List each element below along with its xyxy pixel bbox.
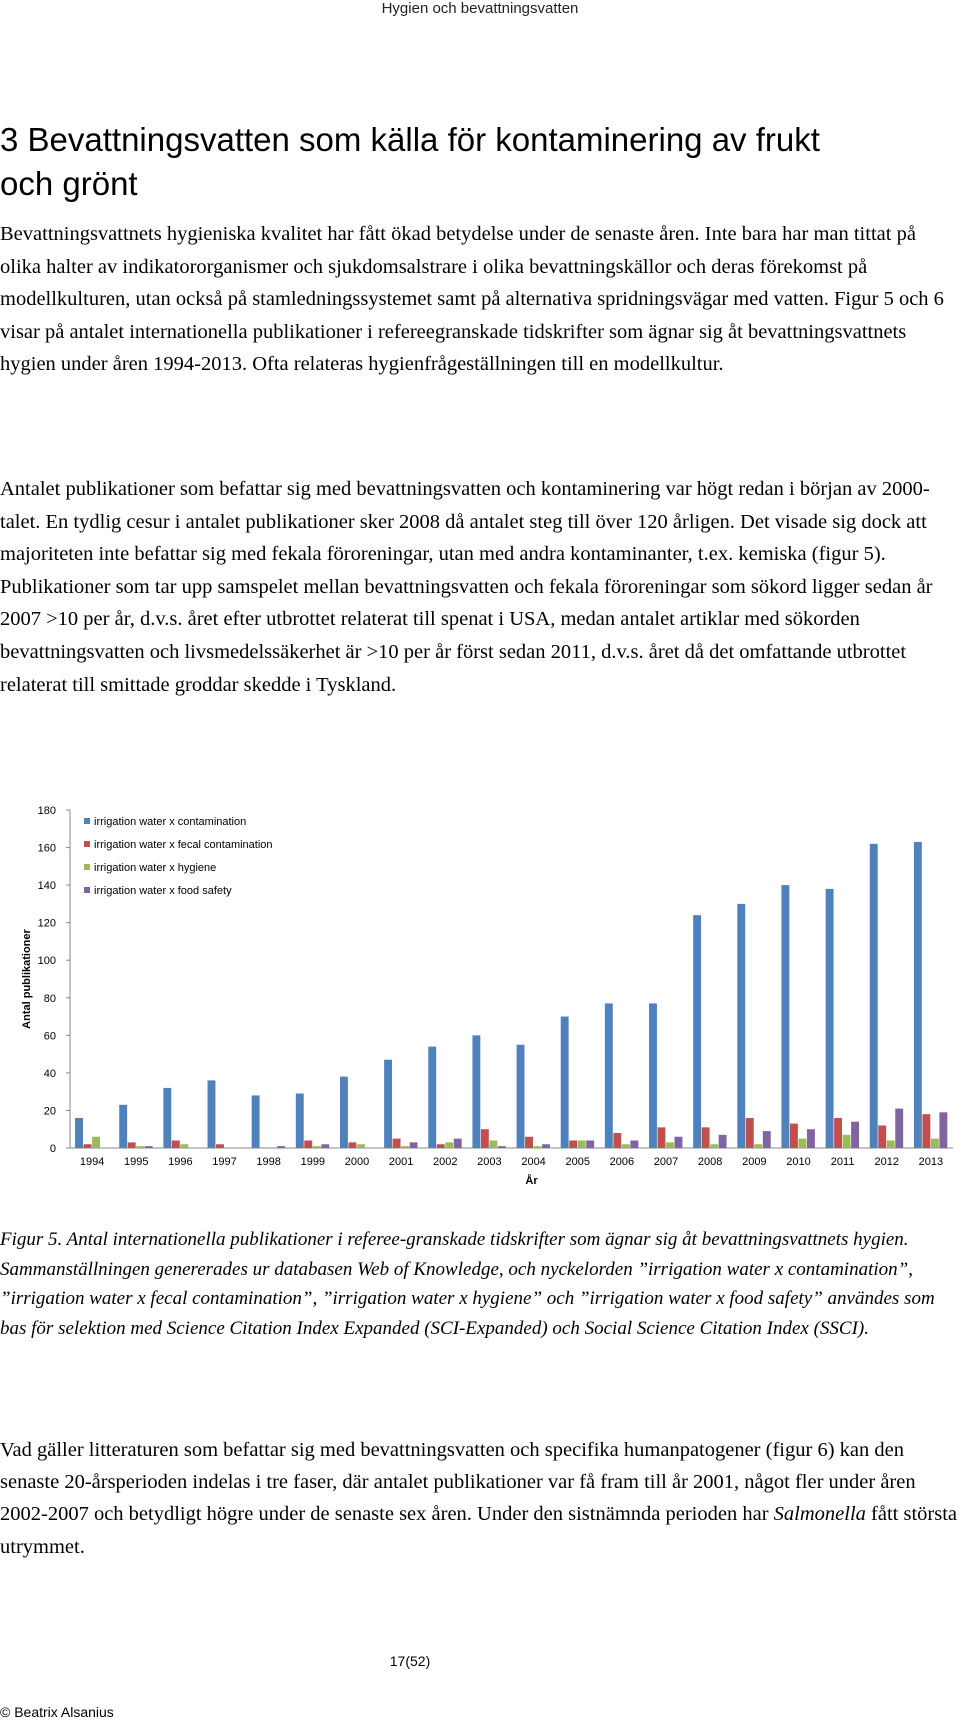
y-tick-label: 160 bbox=[37, 842, 56, 855]
bar bbox=[340, 1077, 348, 1148]
bar bbox=[834, 1118, 842, 1148]
bar bbox=[277, 1146, 285, 1148]
bar bbox=[710, 1144, 718, 1148]
legend-swatch bbox=[84, 818, 90, 824]
y-tick-label: 180 bbox=[37, 805, 56, 817]
bar bbox=[693, 915, 701, 1148]
legend-label: irrigation water x contamination bbox=[94, 816, 247, 828]
bar bbox=[798, 1139, 806, 1148]
bar bbox=[163, 1088, 171, 1148]
bar bbox=[887, 1140, 895, 1148]
bar bbox=[454, 1139, 462, 1148]
bar bbox=[128, 1142, 136, 1148]
bar bbox=[445, 1142, 453, 1148]
running-header: Hygien och bevattningsvatten bbox=[381, 0, 579, 17]
bar bbox=[914, 842, 922, 1148]
x-tick-label: 2008 bbox=[697, 1156, 723, 1168]
salmonella-term: Salmonella bbox=[773, 1503, 866, 1526]
bar bbox=[517, 1045, 525, 1148]
x-tick-label: 1997 bbox=[212, 1156, 237, 1168]
bar bbox=[939, 1112, 947, 1148]
bar bbox=[84, 1144, 92, 1148]
bar bbox=[216, 1144, 224, 1148]
x-tick-label: 1994 bbox=[79, 1156, 105, 1168]
y-tick-label: 20 bbox=[43, 1105, 56, 1118]
y-tick-label: 120 bbox=[37, 917, 56, 930]
legend-label: irrigation water x fecal contamination bbox=[94, 839, 273, 851]
bar bbox=[630, 1140, 638, 1148]
publications-bar-chart bbox=[0, 795, 960, 1195]
bar bbox=[675, 1137, 683, 1148]
x-tick-label: 2005 bbox=[565, 1156, 590, 1168]
y-tick-label: 60 bbox=[43, 1030, 56, 1043]
y-tick-label: 100 bbox=[37, 955, 56, 968]
bar bbox=[763, 1131, 771, 1148]
bar bbox=[208, 1080, 216, 1148]
paragraph-pathogens bbox=[0, 1434, 960, 1563]
bar bbox=[870, 844, 878, 1148]
bar bbox=[401, 1146, 409, 1148]
bar bbox=[578, 1140, 586, 1148]
legend-swatch bbox=[84, 841, 90, 847]
bar bbox=[410, 1142, 418, 1148]
x-tick-label: 2007 bbox=[653, 1156, 679, 1168]
paragraph-publications: Antalet publikationer som befattar sig med bevattningsvatten och kontaminering var högt redan i början av 2000-talet. En tydlig cesur i antalet publikationer sker 2008 då antalet steg till över 120 årligen. Det visade sig dock att majoriteten inte befattar sig med fekala föroreningar, utan med andra kontaminanter, t.ex. kemiska (figur 5). Publikationer som tar upp samspelet mellan bevattningsvatten och fekala föroreningar som sökord ligger sedan år 2007 >10 per år, d.v.s. året efter utbrottet relaterat till spenat i USA, medan antalet artiklar med sökorden bevattningsvatten och livsmedelssäkerhet är >10 per år först sedan 2011, d.v.s. året då det omfattande utbrottet relaterat till smittade groddar skedde i Tyskland. bbox=[0, 478, 933, 696]
x-tick-label: 2010 bbox=[786, 1156, 811, 1168]
bar bbox=[613, 1133, 621, 1148]
x-tick-label: 2002 bbox=[433, 1156, 458, 1168]
bar bbox=[843, 1135, 851, 1148]
bar bbox=[136, 1146, 144, 1148]
bar bbox=[561, 1017, 569, 1148]
bar bbox=[878, 1125, 886, 1148]
x-tick-label: 2003 bbox=[477, 1156, 502, 1168]
bar bbox=[931, 1139, 939, 1148]
legend-swatch bbox=[84, 864, 90, 870]
bar bbox=[384, 1060, 392, 1148]
bar bbox=[702, 1127, 710, 1148]
x-tick-label: 1998 bbox=[256, 1156, 281, 1168]
bar bbox=[296, 1094, 304, 1148]
bar bbox=[790, 1124, 798, 1148]
bar bbox=[304, 1140, 312, 1148]
bar bbox=[313, 1146, 321, 1148]
bar bbox=[437, 1144, 445, 1148]
bar bbox=[542, 1144, 550, 1148]
bar bbox=[781, 885, 789, 1148]
bar bbox=[534, 1146, 542, 1148]
bar bbox=[895, 1109, 903, 1148]
bar bbox=[622, 1144, 630, 1148]
bar bbox=[180, 1144, 188, 1148]
bar bbox=[525, 1137, 533, 1148]
legend-label: irrigation water x food safety bbox=[94, 885, 232, 897]
bar bbox=[737, 904, 745, 1148]
page-number: 17(52) bbox=[389, 1653, 431, 1669]
bar bbox=[666, 1142, 674, 1148]
bar bbox=[746, 1118, 754, 1148]
paragraph-pathogens-end: fått största utrymmet. bbox=[0, 1503, 957, 1558]
bar bbox=[807, 1129, 815, 1148]
bar bbox=[172, 1140, 180, 1148]
bar bbox=[826, 889, 834, 1148]
section-heading: 3 Bevattningsvatten som källa för kontaminering av frukt och grönt bbox=[0, 121, 820, 202]
bar bbox=[321, 1144, 329, 1148]
bar bbox=[481, 1129, 489, 1148]
paragraph-intro: Bevattningsvattnets hygieniska kvalitet har fått ökad betydelse under de senaste åren. Inte bara har man tittat på olika halter av indikatororganismer och sjukdomsalstrare i olika bevattningskällor och deras förekomst på modellkulturen, utan också på stamledningssystemet samt på alternativa spridningsvägar med vatten. Figur 5 och 6 visar på antalet internationella publikationer i refereegranskade tidskrifter som ägnar sig åt bevattningsvattnets hygien under åren 1994-2013. Ofta relateras hygienfrågeställningen till en modellkultur. bbox=[0, 223, 944, 376]
x-tick-label: 1995 bbox=[123, 1156, 149, 1168]
x-tick-label: 2004 bbox=[521, 1156, 546, 1168]
bar bbox=[348, 1142, 356, 1148]
bar bbox=[393, 1139, 401, 1148]
bar bbox=[754, 1144, 762, 1148]
bar bbox=[605, 1003, 613, 1148]
y-tick-label: 0 bbox=[49, 1143, 56, 1155]
x-tick-label: 2001 bbox=[388, 1156, 414, 1168]
legend-label: irrigation water x hygiene bbox=[94, 862, 217, 874]
bar bbox=[569, 1140, 577, 1148]
bar bbox=[586, 1140, 594, 1148]
x-tick-label: 2006 bbox=[609, 1156, 635, 1168]
bar bbox=[252, 1095, 260, 1148]
bar bbox=[428, 1047, 436, 1148]
x-tick-label: 2013 bbox=[918, 1156, 944, 1168]
x-tick-label: 1996 bbox=[168, 1156, 193, 1168]
bar bbox=[92, 1137, 100, 1148]
x-tick-label: 2009 bbox=[742, 1156, 767, 1168]
footer-copyright: © Beatrix Alsanius bbox=[0, 1704, 114, 1720]
x-tick-label: 2011 bbox=[830, 1156, 855, 1168]
x-tick-label: 1999 bbox=[300, 1156, 326, 1168]
bar bbox=[357, 1144, 365, 1148]
bar bbox=[119, 1105, 127, 1148]
paragraph-pathogens-text: Vad gäller litteraturen som befattar sig med bevattningsvatten och specifika humanpatogener (figur 6) kan den senaste 20-årsperioden indelas i tre faser, där antalet publikationer var få fram till år 2001, något fler under åren 2002-2007 och betydligt högre under de senaste sex åren. Under den sistnämnda perioden har bbox=[0, 1439, 916, 1526]
y-tick-label: 40 bbox=[43, 1067, 56, 1080]
x-axis-title: År bbox=[525, 1175, 538, 1187]
bar bbox=[851, 1122, 859, 1148]
y-tick-label: 140 bbox=[37, 880, 56, 893]
bar bbox=[922, 1114, 930, 1148]
bar bbox=[658, 1127, 666, 1148]
bar bbox=[498, 1146, 506, 1148]
bar bbox=[75, 1118, 83, 1148]
figure-caption: Figur 5. Antal internationella publikationer i referee-granskade tidskrifter som ägnar sig åt bevattningsvattnets hygien. Sammanställningen genererades ur databasen Web of Knowledge, och nyckelorden ”irrigation water x contamination”, ”irrigation water x fecal contamination”, ”irrigation water x hygiene” och ”irrigation water x food safety” användes som bas för selektion med Science Citation Index Expanded (SCI-Expanded) och Social Science Citation Index (SSCI). bbox=[0, 1229, 935, 1339]
bar bbox=[489, 1140, 497, 1148]
x-tick-label: 2000 bbox=[344, 1156, 370, 1168]
bar bbox=[472, 1035, 480, 1148]
legend-swatch bbox=[84, 887, 90, 893]
x-tick-label: 2012 bbox=[874, 1156, 900, 1168]
bar bbox=[719, 1135, 727, 1148]
y-tick-label: 80 bbox=[43, 992, 56, 1005]
bar bbox=[649, 1003, 657, 1148]
bar bbox=[145, 1146, 153, 1148]
y-axis-title: Antal publikationer bbox=[21, 929, 33, 1029]
